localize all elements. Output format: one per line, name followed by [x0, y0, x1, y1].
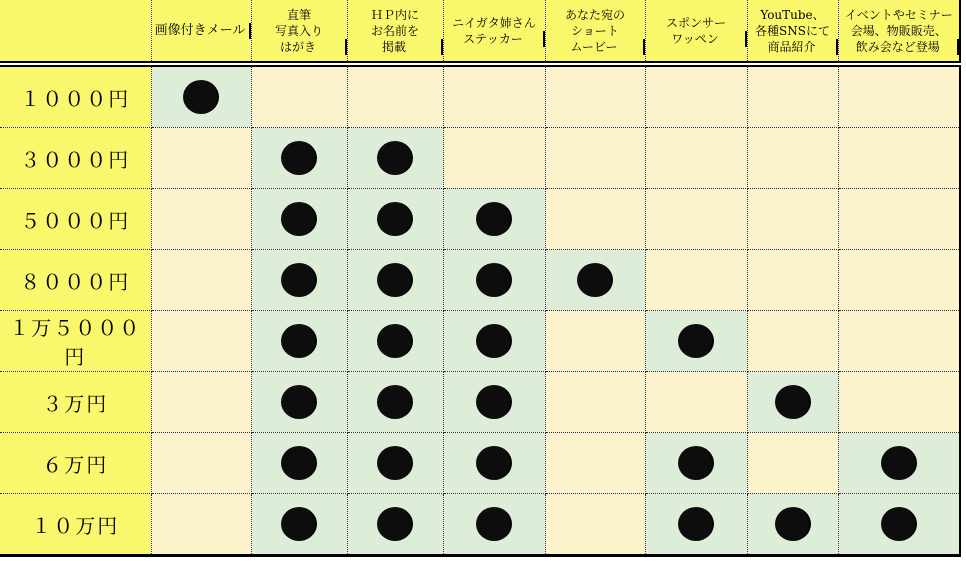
tier-label: １０万円 [0, 494, 151, 556]
header-row [0, 0, 960, 64]
column-header-line: 掲載 [348, 39, 443, 55]
column-header-line: 会場、物販販売、 [850, 23, 947, 38]
matrix-cell-col-gazou-mail-included [151, 64, 251, 128]
column-header-line: ムービー [546, 39, 645, 55]
column-header-line: 商品紹介 [748, 39, 838, 55]
column-header-col-youtube-sns [747, 0, 838, 64]
included-dot-icon [377, 263, 413, 297]
included-dot-icon [476, 385, 512, 419]
column-header-line: 飲み会など登場 [839, 39, 960, 55]
included-dot-icon [281, 446, 317, 480]
tier-row [0, 189, 960, 250]
matrix-cell-col-gazou-mail-excluded [151, 372, 251, 433]
matrix-cell-col-hp-name-included [347, 372, 443, 433]
matrix-cell-col-sponsor-wappen-included [645, 433, 747, 494]
matrix-cell-col-event-appearance-excluded [838, 64, 960, 128]
matrix-cell-col-sticker-excluded [443, 128, 545, 189]
matrix-cell-col-sticker-included [443, 189, 545, 250]
included-dot-icon [377, 385, 413, 419]
matrix-cell-col-hp-name-included [347, 433, 443, 494]
matrix-cell-col-jikihitsu-hagaki-included [251, 250, 347, 311]
corner-cell [0, 0, 151, 64]
matrix-cell-col-youtube-sns-excluded [747, 433, 838, 494]
matrix-cell-col-sponsor-wappen-included [645, 494, 747, 556]
matrix-cell-col-youtube-sns-excluded [747, 189, 838, 250]
included-dot-icon [476, 324, 512, 358]
matrix-cell-col-sponsor-wappen-excluded [645, 128, 747, 189]
matrix-cell-col-hp-name-included [347, 250, 443, 311]
matrix-cell-col-sticker-included [443, 494, 545, 556]
matrix-cell-col-jikihitsu-hagaki-included [251, 372, 347, 433]
column-header-line: イベントやセミナー [844, 7, 953, 22]
matrix-cell-col-event-appearance-included [838, 433, 960, 494]
included-dot-icon [183, 80, 219, 114]
tier-row [0, 433, 960, 494]
matrix-cell-col-short-movie-excluded [545, 372, 645, 433]
matrix-cell-col-sticker-included [443, 311, 545, 372]
matrix-cell-col-jikihitsu-hagaki-included [251, 128, 347, 189]
matrix-cell-col-sticker-included [443, 372, 545, 433]
matrix-cell-col-hp-name-excluded [347, 64, 443, 128]
matrix-cell-col-sticker-excluded [443, 64, 545, 128]
matrix-cell-col-youtube-sns-excluded [747, 64, 838, 128]
matrix-cell-col-event-appearance-excluded [838, 250, 960, 311]
column-header-col-jikihitsu-hagaki [251, 0, 347, 64]
matrix-cell-col-short-movie-excluded [545, 189, 645, 250]
matrix-cell-col-gazou-mail-excluded [151, 311, 251, 372]
included-dot-icon [281, 507, 317, 541]
matrix-cell-col-jikihitsu-hagaki-excluded [251, 64, 347, 128]
tier-row [0, 311, 960, 372]
included-dot-icon [476, 507, 512, 541]
included-dot-icon [281, 385, 317, 419]
matrix-cell-col-event-appearance-excluded [838, 189, 960, 250]
matrix-cell-col-youtube-sns-excluded [747, 250, 838, 311]
tier-label: ６万円 [0, 433, 151, 494]
matrix-cell-col-sponsor-wappen-excluded [645, 189, 747, 250]
column-header-line: お名前を [370, 23, 419, 38]
included-dot-icon [281, 263, 317, 297]
included-dot-icon [678, 507, 714, 541]
included-dot-icon [377, 446, 413, 480]
column-header-line: ニイガタ姉さん [452, 15, 536, 30]
included-dot-icon [476, 202, 512, 236]
matrix-cell-col-event-appearance-excluded [838, 128, 960, 189]
column-header-col-gazou-mail [151, 0, 251, 64]
included-dot-icon [678, 446, 714, 480]
matrix-cell-col-youtube-sns-included [747, 372, 838, 433]
matrix-cell-col-hp-name-included [347, 189, 443, 250]
matrix-cell-col-hp-name-included [347, 311, 443, 372]
matrix-cell-col-event-appearance-included [838, 494, 960, 556]
matrix-cell-col-youtube-sns-included [747, 494, 838, 556]
column-header-line: 直筆 [286, 7, 311, 22]
matrix-cell-col-hp-name-included [347, 494, 443, 556]
matrix-cell-col-gazou-mail-excluded [151, 189, 251, 250]
column-header-line: 各種SNSにて [755, 23, 830, 38]
tier-label: ８０００円 [0, 250, 151, 311]
column-header-col-short-movie [545, 0, 645, 64]
tier-row [0, 64, 960, 128]
matrix-cell-col-event-appearance-excluded [838, 372, 960, 433]
matrix-cell-col-sponsor-wappen-excluded [645, 372, 747, 433]
matrix-cell-col-short-movie-excluded [545, 64, 645, 128]
column-header-col-hp-name [347, 0, 443, 64]
matrix-cell-col-sponsor-wappen-excluded [645, 64, 747, 128]
tier-row [0, 372, 960, 433]
matrix-cell-col-jikihitsu-hagaki-included [251, 189, 347, 250]
matrix-cell-col-jikihitsu-hagaki-included [251, 494, 347, 556]
column-header-line: 写真入り [274, 23, 323, 38]
included-dot-icon [281, 202, 317, 236]
tier-label: １０００円 [0, 64, 151, 128]
matrix-cell-col-short-movie-excluded [545, 433, 645, 494]
included-dot-icon [281, 324, 317, 358]
included-dot-icon [377, 141, 413, 175]
matrix-cell-col-event-appearance-excluded [838, 311, 960, 372]
included-dot-icon [377, 507, 413, 541]
included-dot-icon [881, 507, 917, 541]
column-header-line: YouTube、 [760, 7, 825, 22]
matrix-cell-col-short-movie-excluded [545, 128, 645, 189]
column-header-line: はがき [252, 39, 347, 55]
tier-row [0, 128, 960, 189]
included-dot-icon [881, 446, 917, 480]
matrix-cell-col-short-movie-excluded [545, 311, 645, 372]
included-dot-icon [281, 141, 317, 175]
column-header-line: ステッカー [444, 31, 545, 47]
matrix-cell-col-gazou-mail-excluded [151, 128, 251, 189]
tier-label: １万５０００円 [0, 311, 151, 372]
column-header-col-sticker [443, 0, 545, 64]
matrix-cell-col-sponsor-wappen-excluded [645, 250, 747, 311]
tier-label: ３０００円 [0, 128, 151, 189]
included-dot-icon [775, 385, 811, 419]
included-dot-icon [775, 507, 811, 541]
column-header-line: あなた宛の [564, 7, 625, 22]
matrix-cell-col-jikihitsu-hagaki-included [251, 311, 347, 372]
matrix-cell-col-sticker-included [443, 250, 545, 311]
matrix-cell-col-gazou-mail-excluded [151, 494, 251, 556]
matrix-cell-col-sticker-included [443, 433, 545, 494]
included-dot-icon [377, 324, 413, 358]
column-header-line: ショート [571, 23, 619, 38]
column-header-col-sponsor-wappen [645, 0, 747, 64]
tier-label: ５０００円 [0, 189, 151, 250]
included-dot-icon [476, 263, 512, 297]
matrix-cell-col-youtube-sns-excluded [747, 128, 838, 189]
included-dot-icon [577, 263, 613, 297]
matrix-cell-col-short-movie-included [545, 250, 645, 311]
matrix-cell-col-hp-name-included [347, 128, 443, 189]
column-header-line: ワッペン [646, 31, 747, 47]
column-header-line: 画像付きメール [152, 23, 251, 39]
tier-row [0, 494, 960, 556]
included-dot-icon [476, 446, 512, 480]
column-header-col-event-appearance [838, 0, 960, 64]
included-dot-icon [678, 324, 714, 358]
matrix-cell-col-short-movie-excluded [545, 494, 645, 556]
matrix-cell-col-youtube-sns-excluded [747, 311, 838, 372]
matrix-cell-col-sponsor-wappen-included [645, 311, 747, 372]
matrix-cell-col-gazou-mail-excluded [151, 433, 251, 494]
included-dot-icon [377, 202, 413, 236]
matrix-cell-col-jikihitsu-hagaki-included [251, 433, 347, 494]
column-header-line: ＨＰ内に [370, 7, 419, 22]
matrix-cell-col-gazou-mail-excluded [151, 250, 251, 311]
tier-label: ３万円 [0, 372, 151, 433]
column-header-line: スポンサー [665, 15, 726, 30]
tier-row [0, 250, 960, 311]
